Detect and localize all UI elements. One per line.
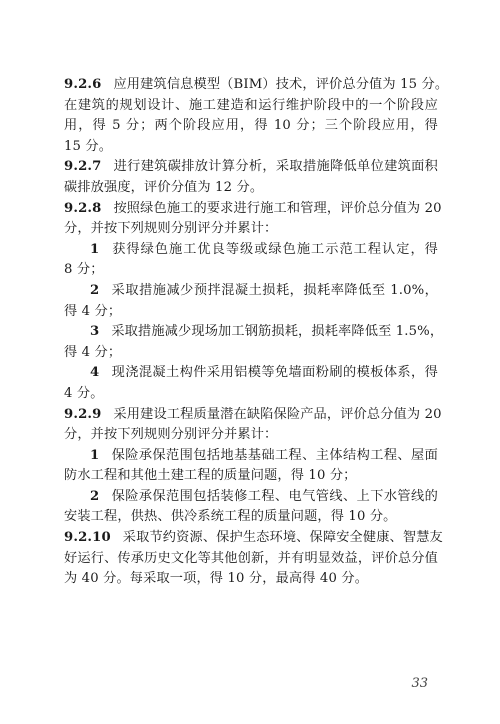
item-number: 3: [90, 324, 100, 340]
item-text: 保险承保范围包括装修工程、电气管线、上下水管线的: [111, 488, 438, 504]
clause-9-2-6-line-4: 15 分。: [64, 138, 113, 154]
clause-text: 进行建筑碳排放计算分析，采取措施降低单位建筑面积: [113, 159, 438, 175]
clause-9-2-10-line-2: 好运行、传承历史文化等其他创新，并有明显效益，评价总分值: [64, 550, 438, 566]
item-number: 4: [90, 365, 100, 381]
clause-number: 9.2.8: [64, 200, 102, 216]
clause-9-2-8-item-1-line-1: [64, 240, 438, 261]
clause-9-2-9-item-1-line-2: 防水工程和其他土建工程的质量问题，得 10 分；: [64, 468, 357, 484]
clause-9-2-9-item-1-line-1: [64, 446, 438, 467]
page-number: 33: [411, 676, 428, 691]
clause-number: 9.2.6: [64, 77, 102, 92]
item-number: 2: [90, 488, 100, 504]
clause-9-2-8-item-2-line-2: 得 4 分；: [64, 303, 122, 319]
item-number: 2: [90, 282, 100, 298]
clause-number: 9.2.10: [64, 530, 111, 546]
clause-9-2-8-item-4-line-1: [64, 363, 438, 384]
clause-9-2-7-line-1: [64, 157, 438, 178]
clause-9-2-7-line-2: 碳排放强度，评价分值为 12 分。: [64, 179, 264, 195]
item-text: 现浇混凝土构件采用铝模等免墙面粉刷的模板体系，得: [111, 365, 438, 381]
clause-9-2-8-item-2-line-1: [64, 281, 438, 302]
clause-9-2-6-line-1: [64, 75, 449, 96]
clause-9-2-9-line-1: [64, 405, 442, 426]
clause-9-2-8-item-4-line-2: 4 分。: [64, 385, 104, 401]
clause-text: 按照绿色施工的要求进行施工和管理，评价总分值为 20: [113, 200, 442, 216]
clause-9-2-8-item-1-line-2: 8 分；: [64, 262, 104, 278]
clause-9-2-10-line-1: [64, 528, 443, 549]
item-text: 采取措施减少预拌混凝土损耗，损耗率降低至 1.0%，: [111, 282, 438, 298]
clause-text: 采用建设工程质量潜在缺陷保险产品，评价总分值为 20: [113, 406, 442, 422]
item-text: 获得绿色施工优良等级或绿色施工示范工程认定，得: [111, 241, 438, 257]
clause-number: 9.2.7: [64, 159, 102, 175]
item-number: 1: [90, 241, 100, 257]
clause-number: 9.2.9: [64, 406, 102, 422]
clause-9-2-10-line-3: 为 40 分。每采取一项，得 10 分，最高得 40 分。: [64, 571, 369, 587]
clause-9-2-6-line-2: 在建筑的规划设计、施工建造和运行维护阶段中的一个阶段应: [64, 97, 438, 113]
clause-9-2-8-item-3-line-1: [64, 322, 444, 343]
clause-9-2-8-item-3-line-2: 得 4 分；: [64, 344, 122, 360]
clause-9-2-9-item-2-line-1: [64, 487, 438, 508]
clause-text: 应用建筑信息模型（BIM）技术，评价总分值为 15 分。: [113, 77, 449, 92]
clause-9-2-6-line-3: 用，得 5 分；两个阶段应用，得 10 分；三个阶段应用，得: [64, 118, 438, 134]
clause-9-2-9-line-2: 分，并按下列规则分别评分并累计：: [64, 427, 278, 443]
item-text: 采取措施减少现场加工钢筋损耗，损耗率降低至 1.5%，: [111, 324, 444, 340]
clause-9-2-8-line-1: [64, 199, 442, 220]
clause-9-2-9-item-2-line-2: 安装工程，供热、供冷系统工程的质量问题，得 10 分。: [64, 509, 397, 525]
clause-9-2-8-line-2: 分，并按下列规则分别评分并累计：: [64, 221, 278, 237]
item-number: 1: [90, 447, 100, 463]
clause-text: 采取节约资源、保护生态环境、保障安全健康、智慧友: [122, 530, 443, 546]
item-text: 保险承保范围包括地基基础工程、主体结构工程、屋面: [111, 447, 438, 463]
